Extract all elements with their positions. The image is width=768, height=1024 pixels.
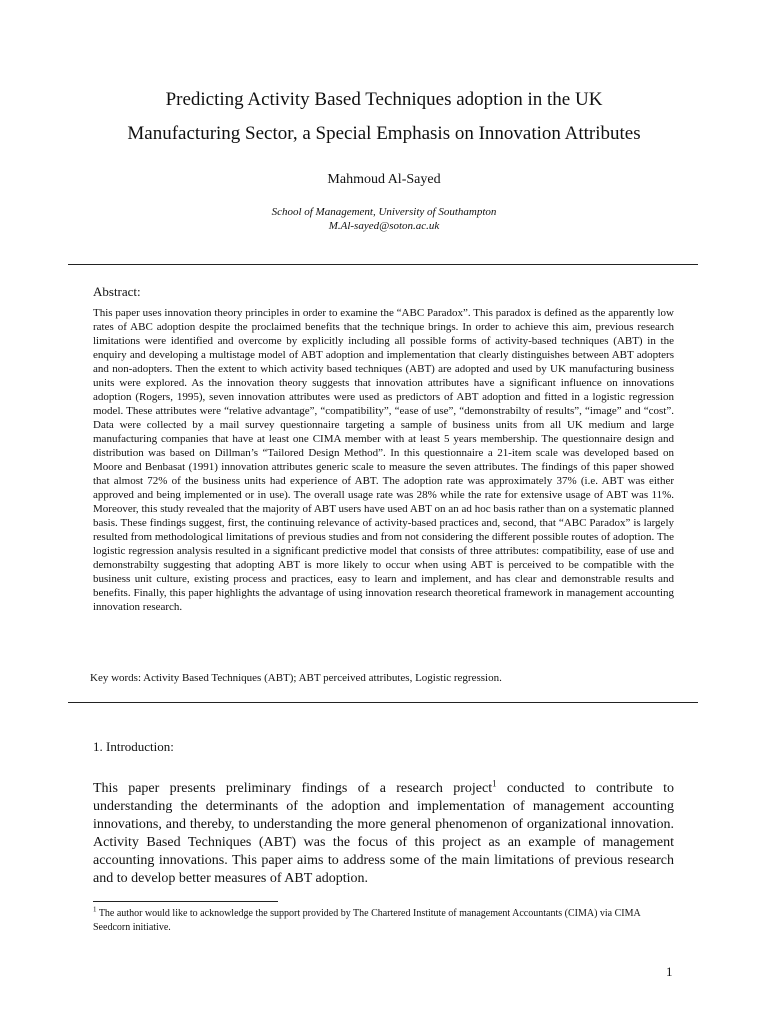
- abstract-text: This paper uses innovation theory principles in order to examine the “ABC Paradox”. This paradox is defined as the apparently low rates of ABC adoption despite the proclaimed benefits that the technique brings. In order to achieve this aim, previous research limitations were identified and overcome by explicitly including all possible forms of activity-based techniques (ABT) in the enquiry and developing a multistage model of ABT adoption and implementation that clearly distinguishes between ABT adopters and non-adopters. Then the extent to which activity based techniques (ABT) are adopted and used by UK manufacturing business units were explored. As the innovation theory suggests that innovation attributes have a significant influence on innovations adoption (Rogers, 1995), seven innovation attributes were used as predictors of ABT adoption and fitted in a logistic regression model. These attributes were “relative advantage”, “compatibility”, “ease of use”, “demonstrabilty of results”, “image” and “cost”. Data were collected by a mail survey questionnaire targeting a sample of business units from all UK medium and large manufacturing companies that have at least one CIMA member with at least 5 years membership. The questionnaire design and distribution was based on Dillman’s “Tailored Design Method”. In this questionnaire a 21-item scale was developed based on Moore and Benbasat (1991) innovation attributes generic scale to measure the seven attributes. The findings of this paper showed that almost 72% of the business units had experience of ABT. The adoption rate was approximately 37% (i.e. ABT was either approved and being implemented or in use). The overall usage rate was 28% while the rate for extensive usage of ABT was 11%. Moreover, this study revealed that the majority of ABT users have used ABT on an ad hoc basis rather than on a systematic planned basis. These findings suggest, first, the continuing relevance of activity-based practices and, second, that “ABC Paradox” is largely resulted from methodological limitations of previous studies and from not considering the different possible routes of adoption. The logistic regression analysis resulted in a significant predictive model that consists of three attributes: compatibility, ease of use and demonstrabilty suggesting that adopting ABT is more likely to occur when using ABT is perceived to be compatible with the business unit culture, existing process and practices, easy to learn and implement, and has clear and demonstrable results and benefits. Finally, this paper highlights the advantage of using innovation research theoretical framework in management accounting innovation research.: [93, 307, 674, 613]
- footnote-divider: [93, 901, 278, 902]
- abstract-heading: Abstract:: [93, 284, 141, 299]
- author-email: M.Al-sayed@soton.ac.uk: [328, 220, 440, 232]
- abstract-bottom-divider: [68, 702, 698, 703]
- paper-title-line-2: Manufacturing Sector, a Special Emphasis on Innovation Attributes: [127, 123, 641, 144]
- top-divider: [68, 264, 698, 265]
- author-affiliation-block: [0, 205, 768, 233]
- author-name: Mahmoud Al-Sayed: [327, 172, 441, 187]
- footnote-reference: 1: [492, 778, 497, 789]
- keywords: Key words: Activity Based Techniques (ABT); ABT perceived attributes, Logistic regression.: [90, 672, 502, 684]
- intro-text-start: This paper presents preliminary findings of a research project: [93, 781, 493, 796]
- footnote: [93, 907, 674, 935]
- introduction-paragraph: [93, 780, 674, 888]
- intro-text-rest: conducted to contribute to understanding the determinants of the adoption and implementation of management accounting innovations, and thereby, to understanding the more general phenomenon of organizational innovation. Activity Based Techniques (ABT) was the focus of this project as an example of management accounting innovations. This paper aims to address some of the main limitations of previous research and to develop better measures of ABT adoption.: [93, 781, 674, 886]
- section-heading-introduction: 1. Introduction:: [93, 739, 174, 754]
- paper-title-line-1: Predicting Activity Based Techniques adoption in the UK: [165, 89, 603, 110]
- page-number: 1: [666, 964, 673, 979]
- affiliation: School of Management, University of Southampton: [271, 206, 497, 218]
- footnote-text: The author would like to acknowledge the support provided by The Chartered Institute of management Accountants (CIMA) via CIMA Seedcorn initiative.: [93, 908, 641, 933]
- footnote-marker: 1: [93, 905, 97, 914]
